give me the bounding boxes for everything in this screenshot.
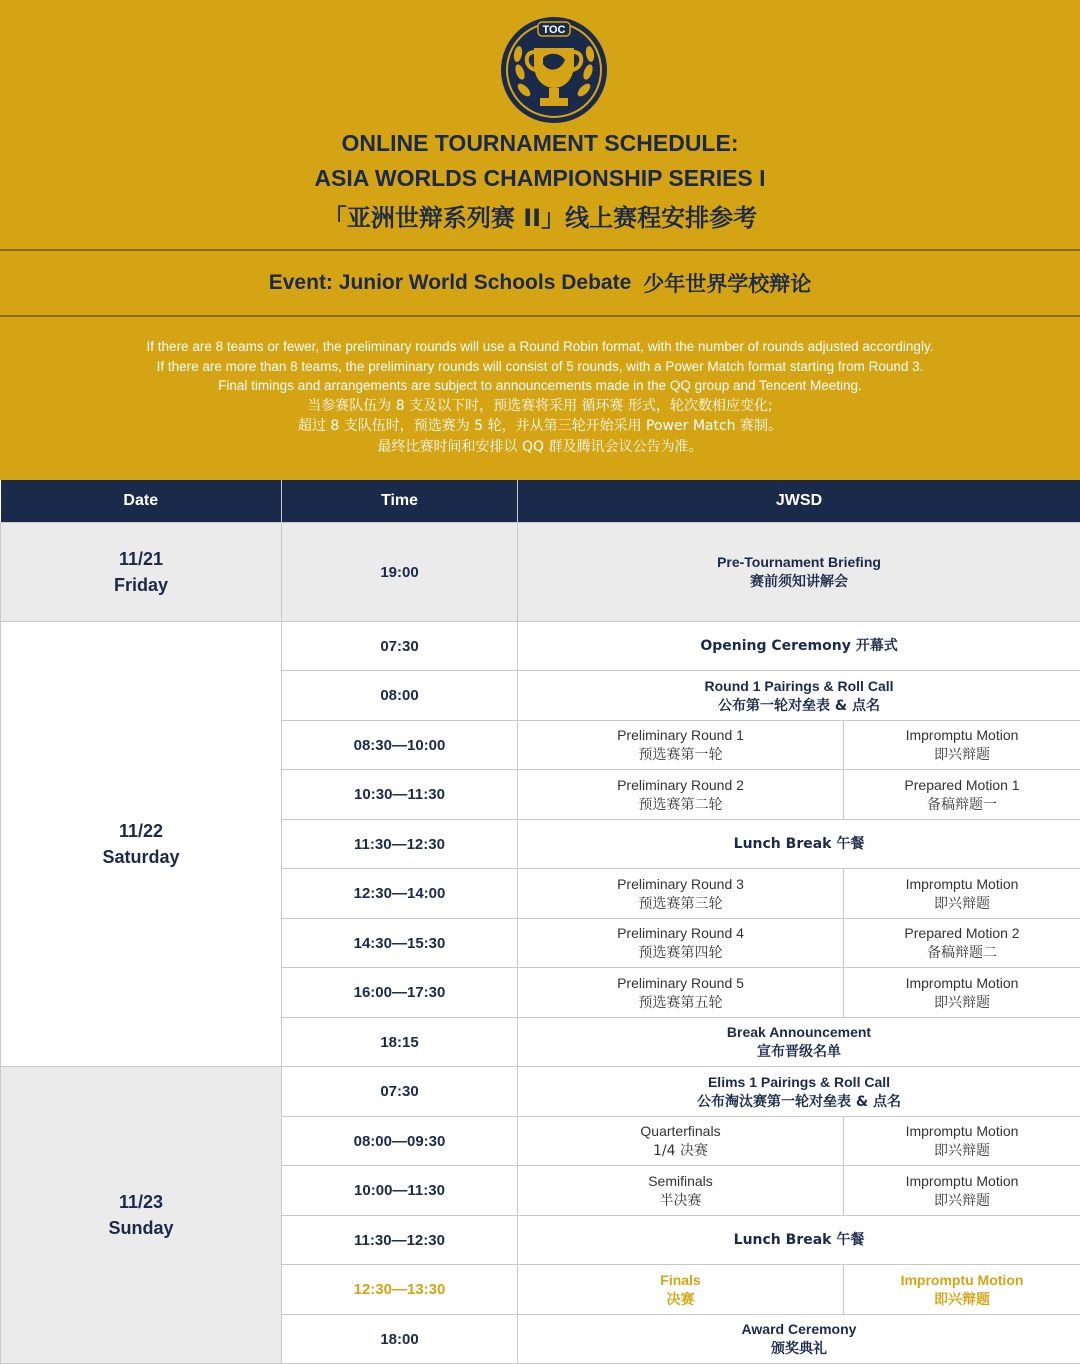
event-en: Award Ceremony xyxy=(741,1321,857,1337)
round-en: Preliminary Round 5 xyxy=(617,974,744,991)
motion-cn: 即兴辩题 xyxy=(934,1192,990,1209)
round-cell xyxy=(518,968,844,1018)
round-cn: 半决赛 xyxy=(659,1192,702,1209)
round-cn: 预选赛第三轮 xyxy=(638,895,723,912)
table-row xyxy=(1,622,1080,671)
time-cell: 11:30—12:30 xyxy=(282,1216,518,1265)
time-cell: 11:30—12:30 xyxy=(282,820,518,869)
note-cn-1: 当参赛队伍为 8 支及以下时，预选赛将采用 循环赛 形式，轮次数相应变化; xyxy=(307,397,773,414)
round-cn: 预选赛第二轮 xyxy=(638,796,723,813)
round-en: Semifinals xyxy=(648,1172,713,1189)
motion-cn: 备稿辩题二 xyxy=(927,945,997,961)
note-en-2: If there are more than 8 teams, the preliminary rounds will consist of 5 rounds, with a Power Match format starting from Round 3. xyxy=(156,358,924,374)
time-cell: 14:30—15:30 xyxy=(282,919,518,968)
note-en-3: Final timings and arrangements are subject to announcements made in the QQ group and Tencent Meeting. xyxy=(218,378,862,394)
motion-cell xyxy=(844,968,1080,1018)
round-cn: 预选赛第一轮 xyxy=(638,747,723,763)
event-en: Pre-Tournament Briefing xyxy=(717,554,881,570)
note-cn-3: 最终比赛时间和安排以 QQ 群及腾讯会议公告为准。 xyxy=(377,438,703,455)
time-cell: 18:00 xyxy=(282,1315,518,1364)
motion-en: Impromptu Motion xyxy=(905,974,1019,991)
time-cell: 10:30—11:30 xyxy=(282,770,518,820)
table-row xyxy=(1,1067,1080,1117)
motion-cell xyxy=(844,1265,1080,1315)
svg-text:TOC: TOC xyxy=(542,24,566,36)
date-cell xyxy=(1,1067,282,1364)
time-cell: 07:30 xyxy=(282,1067,518,1117)
round-cn: 预选赛第五轮 xyxy=(638,994,723,1011)
motion-cn: 备稿辩题一 xyxy=(927,796,997,813)
event-en: Round 1 Pairings & Roll Call xyxy=(704,677,894,694)
event-cn: 公布第一轮对垒表 & 点名 xyxy=(718,697,880,714)
event-cell xyxy=(518,622,1080,671)
event-cell xyxy=(518,1018,1080,1067)
day-label: Sunday xyxy=(108,1218,174,1238)
round-cell xyxy=(518,770,844,820)
note-cn-2: 超过 8 支队伍时，预选赛为 5 轮，并从第三轮开始采用 Power Match 赛制。 xyxy=(297,418,782,435)
event-en: Lunch Break 午餐 xyxy=(733,1232,865,1248)
event-cell xyxy=(518,671,1080,721)
format-notes xyxy=(0,317,1080,480)
round-en: Preliminary Round 2 xyxy=(617,776,744,793)
motion-cn: 即兴辩题 xyxy=(934,1291,990,1308)
time-cell: 08:30—10:00 xyxy=(282,721,518,770)
round-cn: 决赛 xyxy=(666,1291,695,1308)
event-en: Lunch Break 午餐 xyxy=(733,836,865,852)
date-label: 11/22 xyxy=(118,821,164,841)
event-cell xyxy=(518,1315,1080,1364)
time-cell: 08:00—09:30 xyxy=(282,1117,518,1166)
event-cell xyxy=(518,1216,1080,1265)
round-en: Preliminary Round 1 xyxy=(617,727,744,743)
round-cell xyxy=(518,869,844,919)
time-cell: 19:00 xyxy=(282,523,518,622)
motion-en: Impromptu Motion xyxy=(905,1172,1019,1189)
event-cn: 颁奖典礼 xyxy=(771,1341,827,1357)
time-cell: 16:00—17:30 xyxy=(282,968,518,1018)
motion-cell xyxy=(844,919,1080,968)
motion-cell xyxy=(844,770,1080,820)
time-cell: 18:15 xyxy=(282,1018,518,1067)
motion-en: Impromptu Motion xyxy=(905,875,1019,892)
event-name-cn: 少年世界学校辩论 xyxy=(643,272,812,296)
day-label: Saturday xyxy=(102,847,180,867)
motion-cell xyxy=(844,721,1080,770)
motion-en: Impromptu Motion xyxy=(905,727,1019,743)
event-cn: 宣布晋级名单 xyxy=(757,1044,841,1060)
time-cell: 10:00—11:30 xyxy=(282,1166,518,1216)
event-cn: 公布淘汰赛第一轮对垒表 & 点名 xyxy=(697,1093,901,1110)
round-en: Finals xyxy=(660,1271,701,1288)
time-cell: 12:30—13:30 xyxy=(282,1265,518,1315)
round-cell xyxy=(518,1117,844,1166)
event-en: Opening Ceremony 开幕式 xyxy=(700,638,898,654)
time-cell: 08:00 xyxy=(282,671,518,721)
motion-cn: 即兴辩题 xyxy=(934,747,990,763)
motion-cn: 即兴辩题 xyxy=(934,1143,990,1159)
schedule-table xyxy=(0,480,1080,1364)
header-banner xyxy=(0,0,1080,251)
event-banner xyxy=(0,251,1080,317)
round-cn: 1/4 决赛 xyxy=(653,1143,708,1159)
round-en: Preliminary Round 4 xyxy=(617,925,744,941)
event-en: Elims 1 Pairings & Roll Call xyxy=(707,1073,891,1090)
date-cell xyxy=(1,523,282,622)
motion-en: Impromptu Motion xyxy=(905,1123,1019,1139)
event-en: Break Announcement xyxy=(726,1024,872,1040)
toc-trophy-logo xyxy=(498,14,610,126)
round-cn: 预选赛第四轮 xyxy=(638,945,723,961)
header-date: Date xyxy=(1,480,282,523)
event-name-en: Event: Junior World Schools Debate xyxy=(268,271,632,294)
round-cell xyxy=(518,721,844,770)
event-cell xyxy=(518,820,1080,869)
table-row xyxy=(1,523,1080,622)
motion-en: Impromptu Motion xyxy=(900,1271,1024,1288)
date-label: 11/23 xyxy=(118,1192,164,1212)
motion-cell xyxy=(844,869,1080,919)
motion-cn: 即兴辩题 xyxy=(934,895,990,912)
motion-cell xyxy=(844,1117,1080,1166)
round-cell xyxy=(518,1265,844,1315)
table-header-row xyxy=(1,480,1080,523)
motion-cn: 即兴辩题 xyxy=(934,994,990,1011)
event-cell xyxy=(518,1067,1080,1117)
header-time: Time xyxy=(282,480,518,523)
round-cell xyxy=(518,919,844,968)
time-cell: 12:30—14:00 xyxy=(282,869,518,919)
date-cell xyxy=(1,622,282,1067)
round-en: Preliminary Round 3 xyxy=(617,875,744,892)
time-cell: 07:30 xyxy=(282,622,518,671)
event-cn: 赛前须知讲解会 xyxy=(750,574,848,590)
motion-cell xyxy=(844,1166,1080,1216)
title-line-2: ASIA WORLDS CHAMPIONSHIP SERIES I xyxy=(314,165,766,191)
day-label: Friday xyxy=(113,575,169,595)
title-line-3-chinese: 「亚洲世辩系列赛 II」线上赛程安排参考 xyxy=(322,204,758,232)
event-cell xyxy=(518,523,1080,622)
note-en-1: If there are 8 teams or fewer, the preliminary rounds will use a Round Robin format, with the number of rounds adjusted accordingly. xyxy=(146,339,934,354)
round-cell xyxy=(518,1166,844,1216)
motion-en: Prepared Motion 2 xyxy=(904,925,1020,941)
title-line-1: ONLINE TOURNAMENT SCHEDULE: xyxy=(341,130,739,156)
motion-en: Prepared Motion 1 xyxy=(904,776,1020,793)
date-label: 11/21 xyxy=(118,549,164,569)
round-en: Quarterfinals xyxy=(640,1123,721,1139)
header-jwsd: JWSD xyxy=(518,480,1080,523)
